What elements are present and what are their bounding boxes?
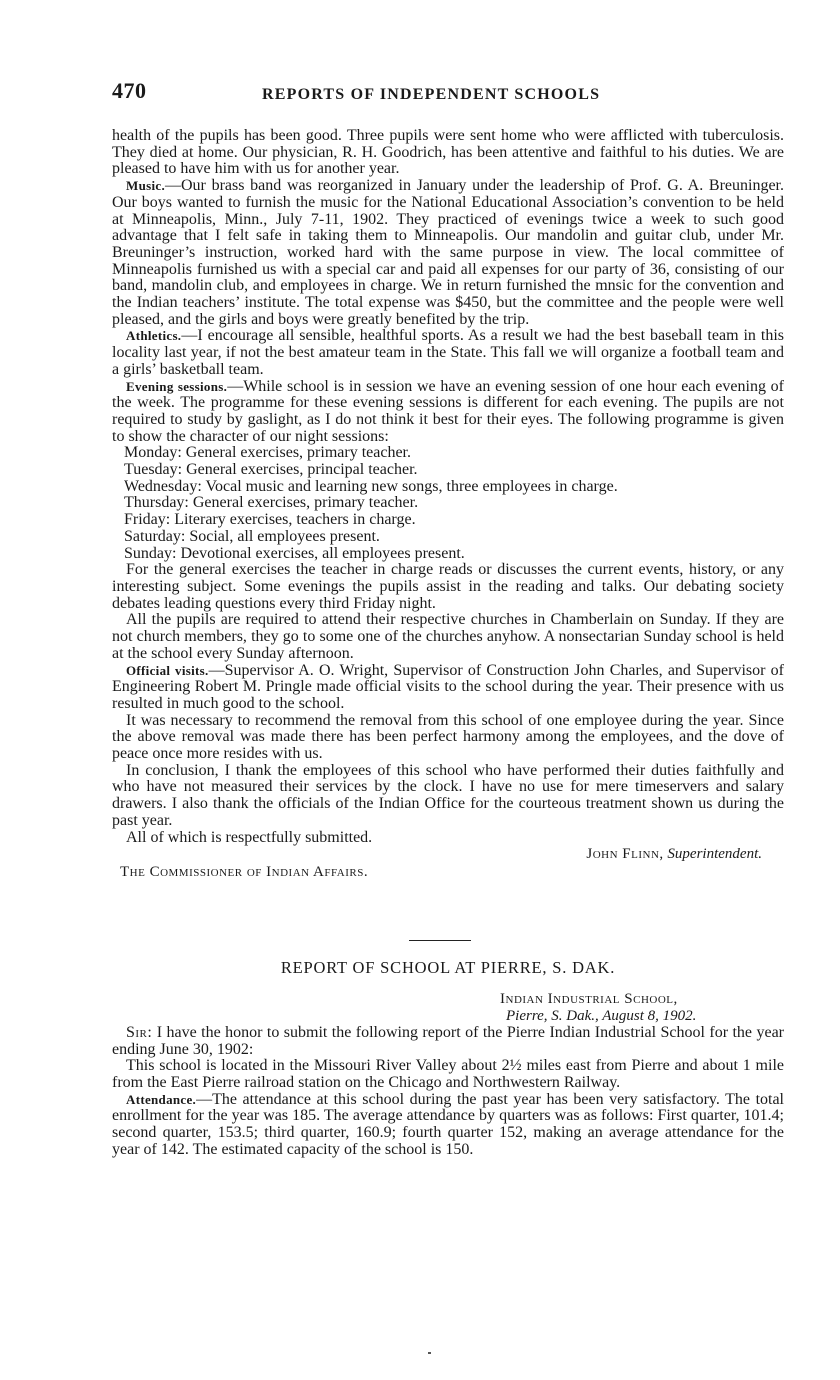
schedule-item: Friday: Literary exercises, teachers in charge. (124, 511, 416, 529)
paragraph-submitted: All of which is respectfully submitted. (126, 828, 373, 846)
paragraph-removal: It was necessary to recommend the removal from this school of one employee during the year. Since the above removal was made there has been perfect harmony among the employees, and the dove of peace once more resides with us. (112, 711, 784, 763)
athletics-text: —I encourage all sensible, healthful sports. As a result we had the best baseball team in this locality last year, if not the best amateur team in the State. This fall we will organize a football team and a girls’ basketball team. (112, 327, 784, 378)
schedule-item: Sunday: Devotional exercises, all employees present. (124, 544, 465, 562)
runin-heading-evening: Evening sessions. (126, 378, 228, 394)
body-text (112, 128, 784, 1159)
attendance-text: —The attendance at this school during the past year has been very satisfactory. The total enrollment for the year was 185. The average attendance by quarters was as follows: First quarter, 101.4; second quarter, 153.5; third quarter, 160.9; fourth quarter 152, making an average attendance for the year of 142. The estimated capacity of the school is 150. (112, 1090, 784, 1158)
schedule-item: Tuesday: General exercises, principal teacher. (124, 461, 418, 479)
running-head: REPORTS OF INDEPENDENT SCHOOLS (262, 86, 601, 103)
page-number: 470 (112, 78, 147, 103)
print-speck (428, 1352, 431, 1354)
official-text: —Supervisor A. O. Wright, Supervisor of Construction John Charles, and Supervisor of Engineering Robert M. Pringle made official visits to the school during the year. Their presence with us resulted in much good to the school. (112, 661, 784, 712)
signature-title: Superintendent. (667, 846, 762, 863)
dateline-place-date: Pierre, S. Dak., August 8, 1902. (506, 1007, 697, 1024)
page-header (112, 78, 792, 112)
section-divider (409, 940, 471, 941)
schedule-item: Monday: General exercises, primary teacher. (124, 444, 411, 462)
paragraph-athletics (112, 328, 784, 378)
schedule-item: Thursday: General exercises, primary teacher. (124, 494, 419, 512)
signature (586, 846, 762, 863)
paragraph-evening-sessions (112, 379, 784, 446)
paragraph-music (112, 178, 784, 328)
paragraph-location: This school is located in the Missouri River Valley about 2½ miles east from Pierre and about 1 mile from the East Pierre railroad station on the Chicago and Northwestern Railway. (112, 1057, 784, 1092)
paragraph-health: health of the pupils has been good. Three pupils were sent home who were afflicted with tuberculosis. They died at home. Our physician, R. H. Goodrich, has been attentive and faithful to his duties. We are pleased to have him with us for another year. (112, 127, 784, 178)
addressee: The Commissioner of Indian Affairs. (120, 864, 369, 881)
paragraph-general-exercises: For the general exercises the teacher in charge reads or discusses the current events, history, or any interesting subject. Some evenings the pupils assist in the reading and talks. Our debating society debates leading questions every third Friday night. (112, 561, 784, 612)
schedule-item: Wednesday: Vocal music and learning new songs, three employees in charge. (124, 477, 618, 495)
evening-schedule (112, 445, 784, 562)
runin-heading-athletics: Athletics. (126, 328, 182, 344)
evening-text: —While school is in session we have an evening session of one hour each evening of the week. The programme for these evening sessions is different for each evening. The pupils are not required to study by gaslight, as I do not think it best for their eyes. The following programme is given to show the character of our night sessions: (112, 377, 784, 445)
runin-heading-attendance: Attendance. (126, 1091, 197, 1107)
dateline-school: Indian Industrial School, (500, 990, 678, 1007)
runin-heading-official: Official visits. (126, 662, 209, 678)
paragraph-official-visits (112, 663, 784, 713)
signature-block (112, 846, 784, 898)
dateline (112, 991, 784, 1025)
paragraph-attendance (112, 1092, 784, 1159)
runin-heading-music: Music. (126, 178, 165, 194)
music-text: —Our brass band was reorganized in January under the leadership of Prof. G. A. Breuninger. Our boys wanted to furnish the music for the National Educational Association’s convention to be held at Minneapolis, Minn., July 7-11, 1902. They practiced of evenings twice a week to such good advantage that I felt safe in taking them to Minneapolis. Our mandolin and guitar club, under Mr. Breuninger’s instruction, worked hard with the same purpose in view. The local committee of Minneapolis furnished us with a special car and paid all expenses for our party of 36, consisting of our band, mandolin club, and employees in charge. We in return furnished the mnsic for the convention and the Indian teachers’ institute. The total expense was $450, but the committee and the people were well pleased, and the girls and boys were greatly benefited by the trip. (112, 177, 784, 328)
paragraph-salutation (112, 1025, 784, 1058)
paragraph-churches: All the pupils are required to attend their respective churches in Chamberlain on Sunday. If they are not church members, they go to some one of the churches anyhow. A nonsectarian Sunday school is held at the school every Sunday afternoon. (112, 611, 784, 662)
signature-name: John Flinn, (586, 846, 664, 863)
salutation: Sir: (126, 1023, 153, 1041)
section-heading: REPORT OF SCHOOL AT PIERRE, S. DAK. (280, 958, 616, 978)
paragraph-conclusion: In conclusion, I thank the employees of this school who have performed their duties faithfully and who have not measured their services by the clock. I have no use for mere timeservers and salary drawers. I also thank the officials of the Indian Office for the courteous treatment shown us during the past year. (112, 761, 784, 829)
schedule-item: Saturday: Social, all employees present. (124, 527, 380, 545)
intro-text: I have the honor to submit the following report of the Pierre Indian Industrial School for the year ending June 30, 1902: (112, 1023, 784, 1058)
